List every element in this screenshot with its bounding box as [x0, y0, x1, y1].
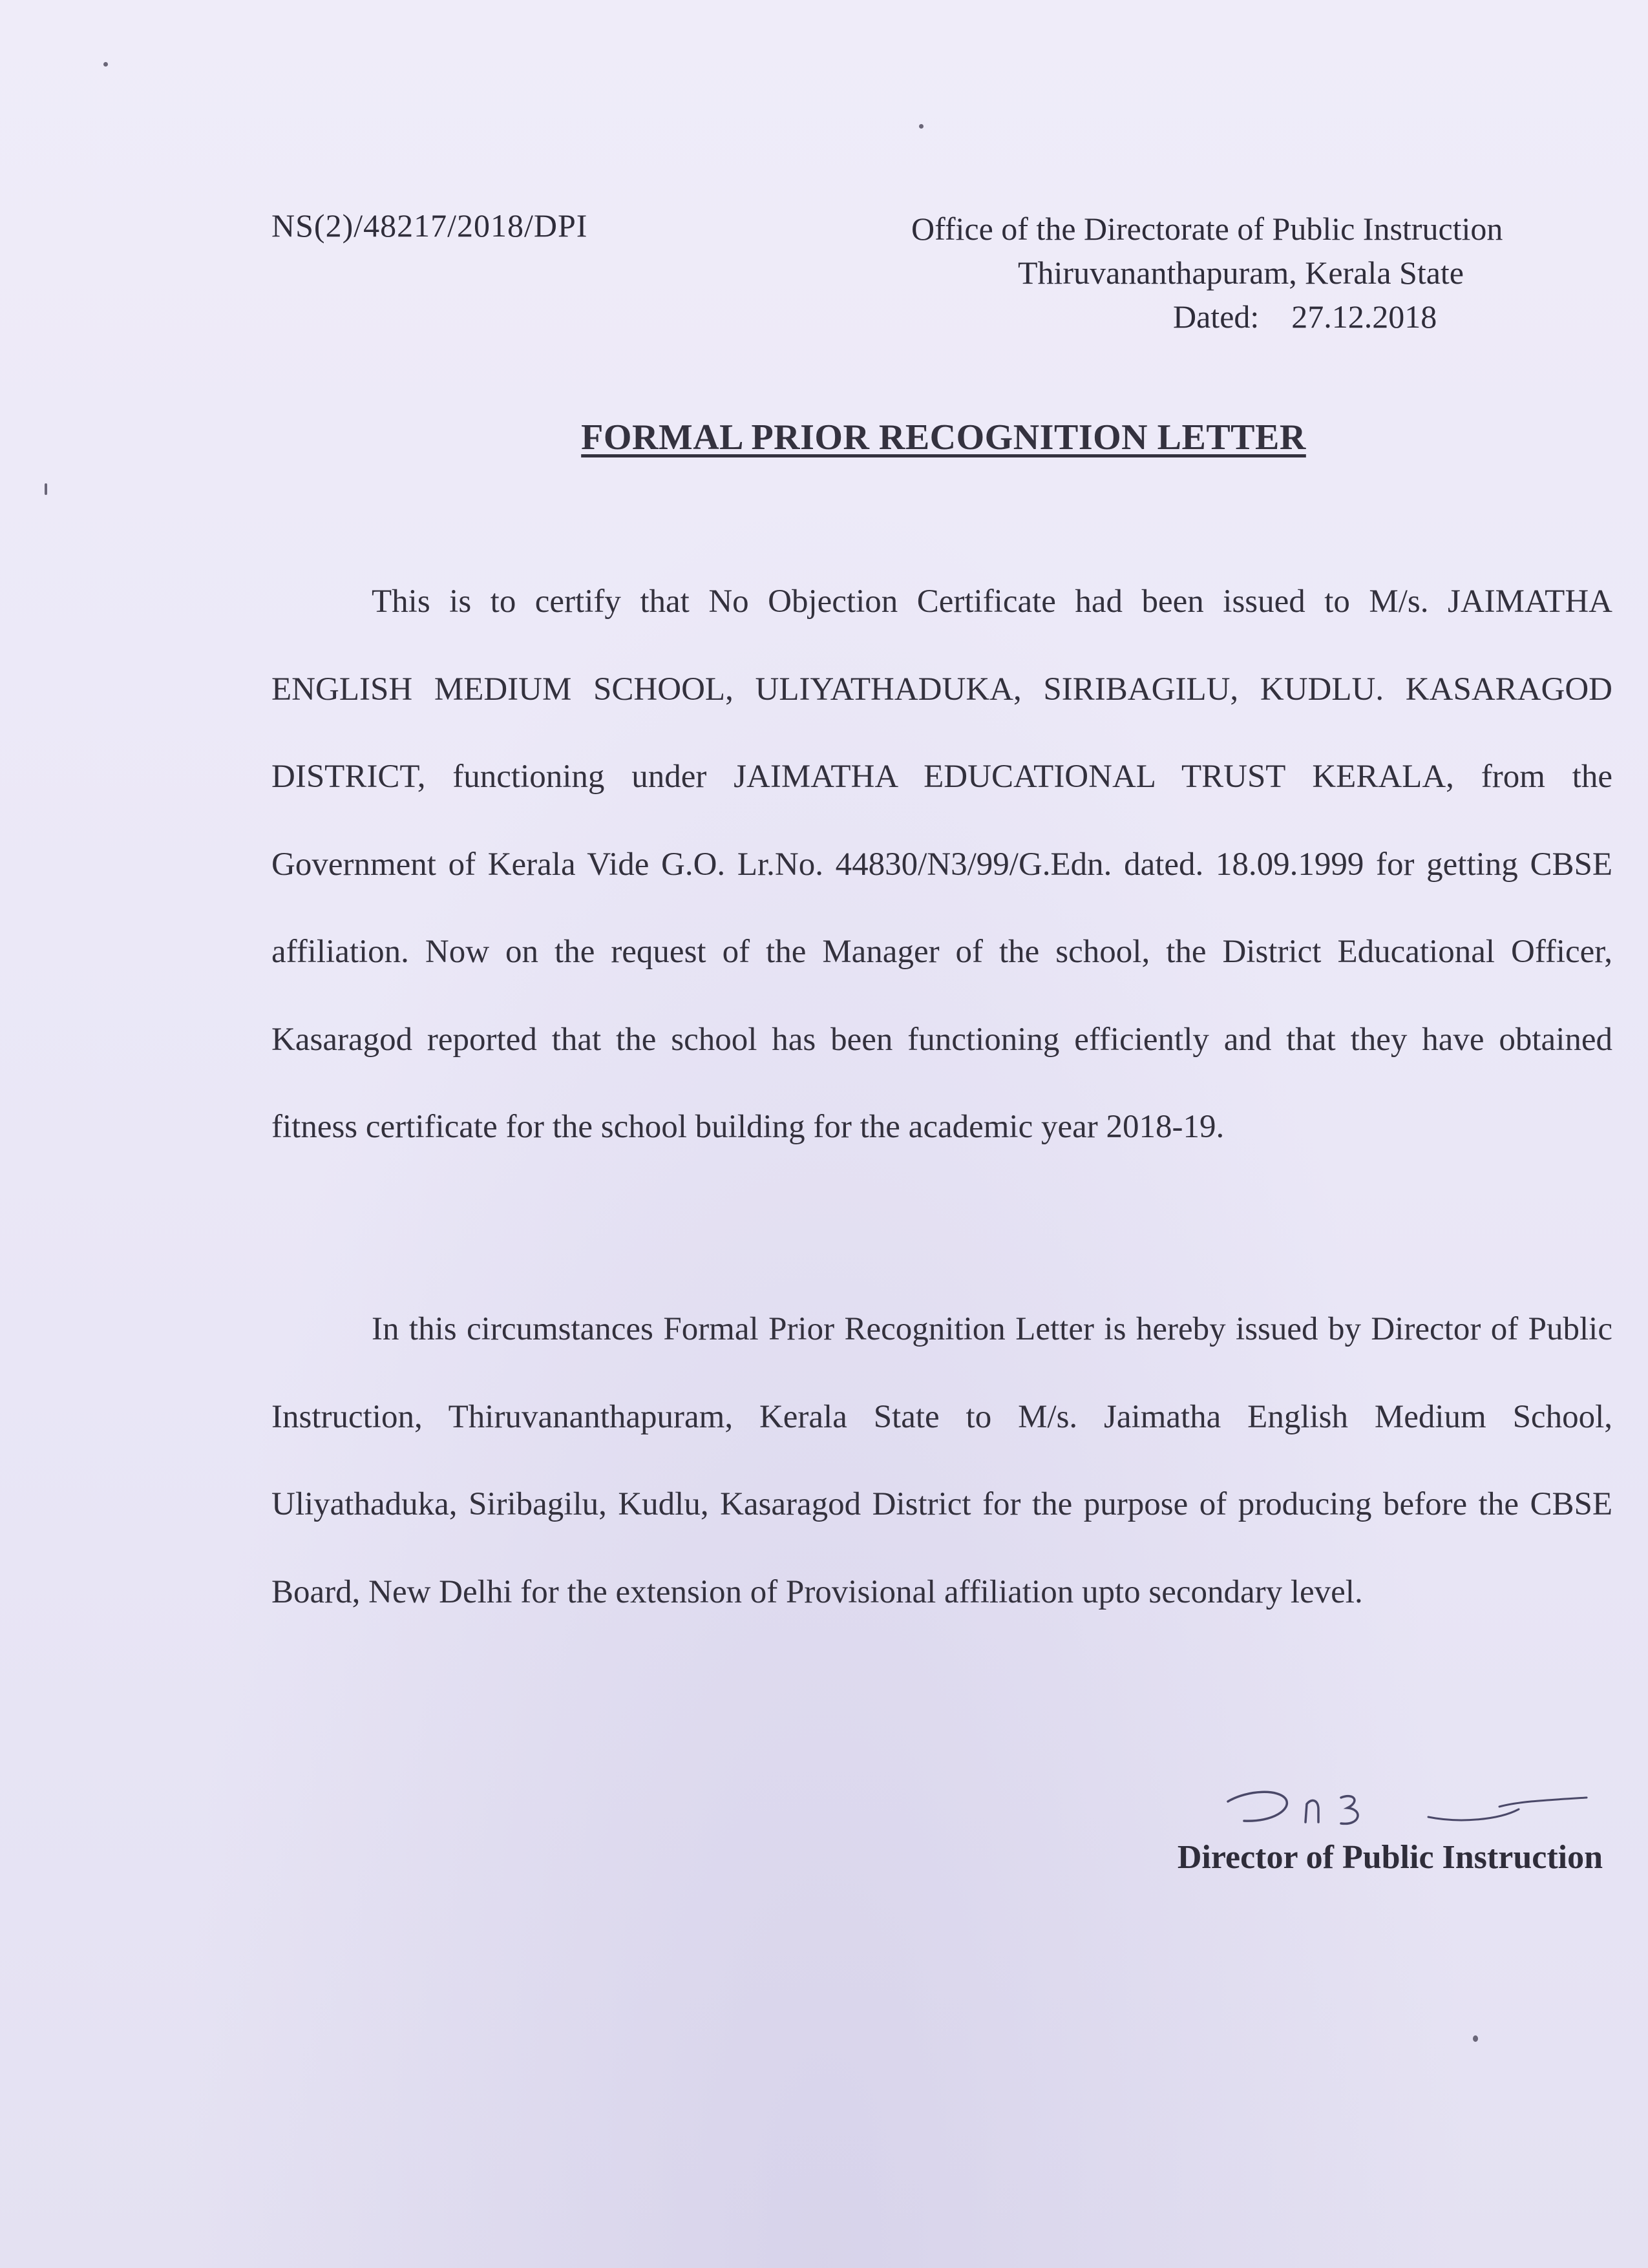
signature-graphic: [1215, 1764, 1603, 1842]
date-value: 27.12.2018: [1291, 299, 1437, 335]
scan-speck: [103, 62, 108, 67]
office-address-block: [840, 207, 1616, 339]
scan-speck: [919, 124, 924, 129]
body-paragraph-1: This is to certify that No Objection Certificate had been issued to M/s. JAIMATHA ENGLISH MEDIUM SCHOOL, ULIYATHADUKA, SIRIBAGILU, KUDLU. KASARAGOD DISTRICT, functioning under JAIMATHA EDUCATIONAL TRUST KERALA, from the Government of Kerala Vide G.O. Lr.No. 44830/N3/99/G.Edn. dated. 18.09.1999 for getting CBSE affiliation. Now on the request of the Manager of the school, the District Educational Officer, Kasaragod reported that the school has been functioning efficiently and that they have obtained fitness certificate for the school building for the academic year 2018-19.: [271, 583, 1612, 1145]
date-label: Dated:: [1173, 299, 1260, 335]
body-paragraph-2: In this circumstances Formal Prior Recognition Letter is hereby issued by Director of Public Instruction, Thiruvananthapuram, Kerala State to M/s. Jaimatha English Medium School, Uliyathaduka, Siribagilu, Kudlu, Kasaragod District for the purpose of producing before the CBSE Board, New Delhi for the extension of Provisional affiliation upto secondary level.: [271, 1311, 1612, 1610]
handwritten-signature: [1215, 1764, 1603, 1842]
reference-number: NS(2)/48217/2018/DPI: [271, 207, 588, 244]
signatory-title: Director of Public Instruction: [1177, 1839, 1603, 1876]
office-name: Office of the Directorate of Public Instruction: [911, 211, 1503, 247]
letter-title: FORMAL PRIOR RECOGNITION LETTER: [581, 417, 1306, 457]
scan-speck: [45, 483, 47, 495]
letter-date: [840, 295, 1616, 339]
scan-speck: [1473, 2035, 1478, 2042]
office-location: Thiruvananthapuram, Kerala State: [1018, 255, 1464, 291]
